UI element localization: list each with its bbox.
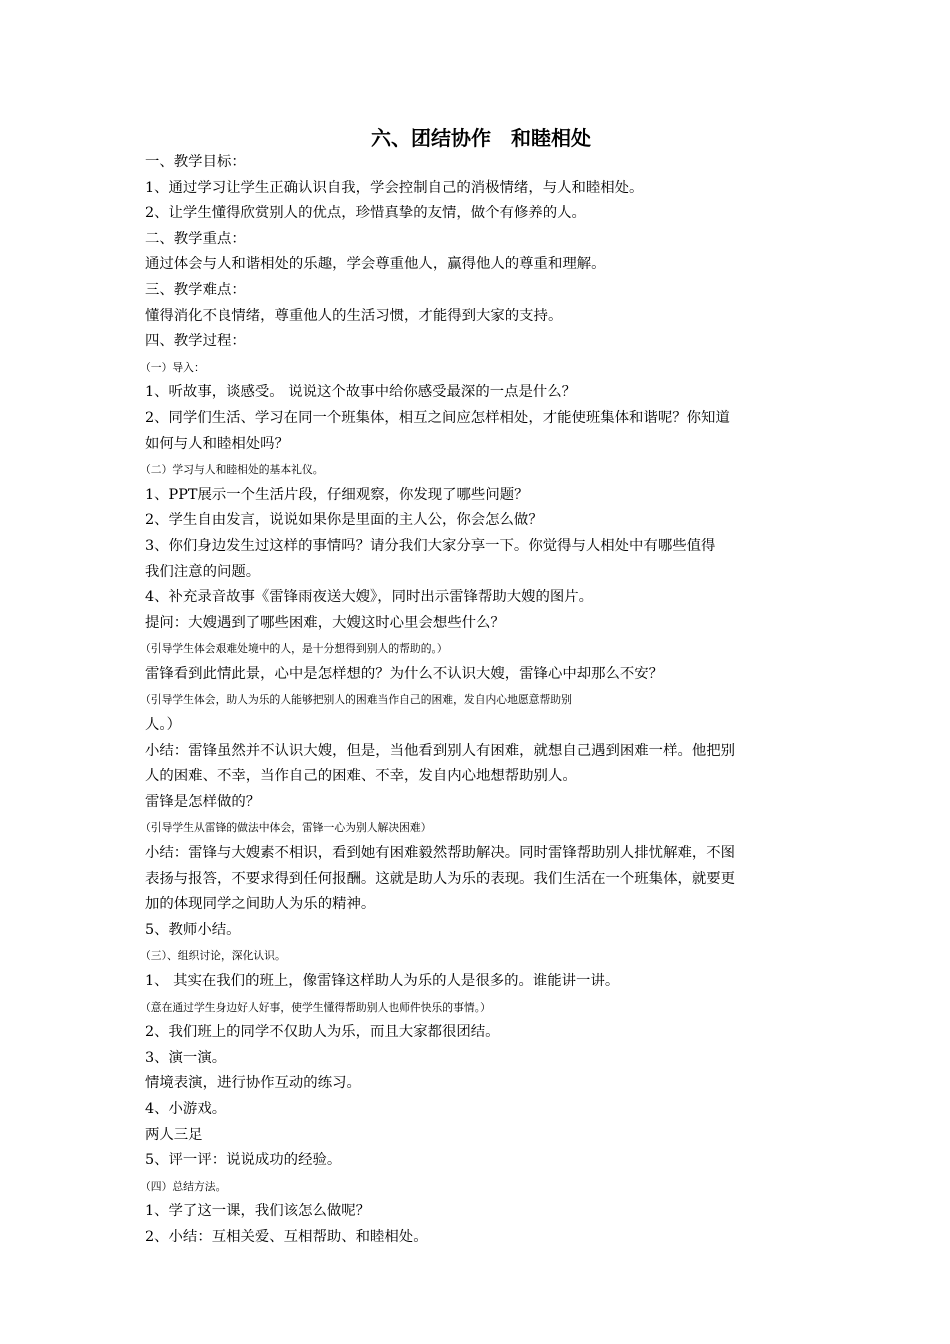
text-line: 2、我们班上的同学不仅助人为乐，而且大家都很团结。 [145, 1024, 500, 1041]
text-line: 懂得消化不良情绪，尊重他人的生活习惯，才能得到大家的支持。 [145, 307, 563, 324]
text-line: 我们注意的问题。 [145, 563, 261, 580]
text-line: 5、评一评：说说成功的经验。 [145, 1152, 342, 1169]
text-line: 四、教学过程： [145, 333, 246, 350]
text-line: （四）总结方法。 [140, 1179, 227, 1193]
text-line: （二）学习与人和睦相处的基本礼仪。 [140, 463, 324, 477]
text-line: 两人三足 [145, 1126, 203, 1143]
text-line: 1、学了这一课，我们该怎么做呢？ [145, 1203, 371, 1220]
text-line: 4、小游戏。 [145, 1100, 227, 1117]
text-line: 雷锋看到此情此景，心中是怎样想的？为什么不认识大嫂，雷锋心中却那么不安？ [145, 665, 664, 682]
text-line: 人的困难、不幸，当作自己的困难、不幸，发自内心地想帮助别人。 [145, 768, 577, 785]
text-line: 如何与人和睦相处吗？ [145, 435, 289, 452]
document-body [140, 150, 813, 1251]
text-line: 2、学生自由发言，说说如果你是里面的主人公，你会怎么做？ [145, 512, 543, 529]
text-line: 3、演一演。 [145, 1049, 227, 1066]
text-line: 2、让学生懂得欣赏别人的优点，珍惜真挚的友情，做个有修养的人。 [145, 205, 586, 222]
text-line: （三）、组织讨论，深化认识。 [140, 949, 286, 963]
text-line: 4、补充录音故事《雷锋雨夜送大嫂》，同时出示雷锋帮助大嫂的图片。 [145, 589, 594, 606]
text-line: 三、教学难点： [145, 281, 246, 298]
text-line: （意在通过学生身边好人好事，使学生懂得帮助别人也师件快乐的事情。） [140, 1000, 491, 1014]
text-line: 1、PPT展示一个生活片段，仔细观察，你发现了哪些问题？ [145, 486, 529, 503]
text-line: 表扬与报答，不要求得到任何报酬。这就是助人为乐的表现。我们生活在一个班集体，就要更 [145, 870, 736, 887]
text-line: 5、教师小结。 [145, 921, 241, 938]
text-line: 二、教学重点： [145, 230, 246, 247]
text-line: 一、教学目标： [145, 154, 246, 170]
text-line: 情境表演，进行协作互动的练习。 [145, 1075, 361, 1092]
text-line: （引导学生从雷锋的做法中体会，雷锋一心为别人解决困难） [140, 821, 432, 835]
text-line: 提问：大嫂遇到了哪些困难，大嫂这时心里会想些什么？ [145, 614, 505, 631]
text-line: 3、你们身边发生过这样的事情吗？请分我们大家分享一下。你觉得与人相处中有哪些值得 [145, 537, 716, 554]
text-line: 小结：雷锋与大嫂素不相识，看到她有困难毅然帮助解决。同时雷锋帮助别人排忧解难，不图 [145, 845, 736, 862]
text-line: 2、小结：互相关爱、互相帮助、和睦相处。 [145, 1228, 428, 1245]
text-line: 1、通过学习让学生正确认识自我，学会控制自己的消极情绪，与人和睦相处。 [145, 179, 644, 196]
text-line: 通过体会与人和谐相处的乐趣，学会尊重他人，赢得他人的尊重和理解。 [145, 256, 606, 273]
text-line: 1、 其实在我们的班上，像雷锋这样助人为乐的人是很多的。谁能讲一讲。 [145, 973, 620, 989]
text-line: （引导学生体会艰难处境中的人，是十分想得到别人的帮助的。） [140, 642, 448, 656]
text-line: 小结：雷锋虽然并不认识大嫂，但是，当他看到别人有困难，就想自己遇到困难一样。他把别 [145, 742, 736, 759]
text-line: 1、听故事，谈感受。 说说这个故事中给你感受最深的一点是什么？ [145, 384, 577, 401]
text-line: （一）导入： [140, 360, 205, 374]
text-line: 人。） [145, 717, 181, 734]
text-line: 雷锋是怎样做的？ [145, 793, 261, 810]
text-line: 2、同学们生活、学习在同一个班集体，相互之间应怎样相处，才能使班集体和谐呢？你知道 [145, 409, 730, 426]
text-line: （引导学生体会，助人为乐的人能够把别人的困难当作自己的困难，发自内心地愿意帮助别 [140, 693, 572, 707]
text-line: 加的体现同学之间助人为乐的精神。 [145, 896, 376, 913]
document-title: 六、团结协作 和睦相处 [371, 126, 591, 150]
